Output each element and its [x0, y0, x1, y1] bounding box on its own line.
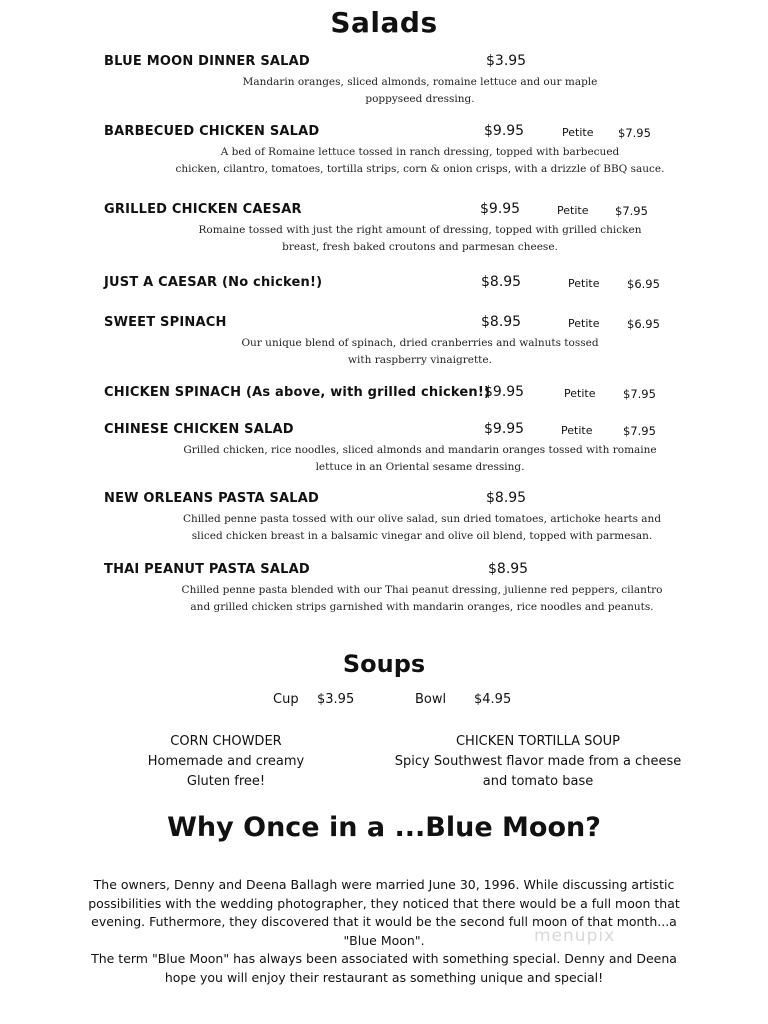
salad-description-line: poppyseed dressing.	[365, 93, 475, 105]
salad-description-line: breast, fresh baked croutons and parmesan cheese.	[282, 241, 558, 253]
salad-description-line: Grilled chicken, rice noodles, sliced almonds and mandarin oranges tossed with romaine	[183, 444, 657, 456]
story-line: hope you will enjoy their restaurant as something unique and special!	[164, 969, 604, 985]
cup-label: Cup	[273, 692, 299, 707]
story-line: The term "Blue Moon" has always been associated with something special. Denny and Deena	[91, 951, 677, 966]
petite-label: Petite	[568, 317, 600, 330]
soup-desc-line: Homemade and creamy	[147, 754, 305, 769]
soup-desc-line: and tomato base	[482, 774, 594, 789]
salad-description-line: Chilled penne pasta tossed with our olive salad, sun dried tomatoes, artichoke hearts and	[182, 513, 662, 525]
salad-description-line: and grilled chicken strips garnished with mandarin oranges, rice noodles and peanuts.	[190, 601, 654, 613]
soup-desc-line: Spicy Southwest flavor made from a cheese	[394, 754, 682, 769]
salad-description-line: A bed of Romaine lettuce tossed in ranch dressing, topped with barbecued	[220, 146, 620, 158]
salad-price: $8.95	[481, 274, 522, 290]
story-line: The owners, Denny and Deena Ballagh were married June 30, 1996. While discussing artistic	[93, 877, 675, 892]
salad-price: $9.95	[484, 123, 525, 139]
salad-price: $8.95	[486, 490, 527, 506]
soup-name: CORN CHOWDER	[170, 734, 282, 749]
petite-label: Petite	[568, 277, 600, 290]
salad-name: CHICKEN SPINACH (As above, with grilled chicken!)	[104, 385, 491, 400]
story-line: evening. Futhermore, they discovered that it would be the second full moon of that month...a	[91, 914, 677, 929]
salad-price: $9.95	[484, 421, 525, 437]
bowl-label: Bowl	[415, 692, 447, 707]
salad-name: JUST A CAESAR (No chicken!)	[104, 275, 323, 290]
salad-price: $9.95	[484, 384, 525, 400]
salad-price: $9.95	[480, 201, 521, 217]
salad-description-line: Mandarin oranges, sliced almonds, romaine lettuce and our maple	[242, 76, 598, 88]
salad-name: BLUE MOON DINNER SALAD	[104, 54, 310, 69]
petite-price: $6.95	[627, 277, 660, 291]
cup-price: $3.95	[317, 692, 355, 707]
petite-price: $7.95	[623, 387, 656, 401]
petite-price: $7.95	[618, 126, 651, 140]
petite-label: Petite	[562, 126, 594, 139]
soup-corn-chowder	[126, 732, 326, 792]
salad-name: CHINESE CHICKEN SALAD	[104, 422, 294, 437]
salad-description-line: sliced chicken breast in a balsamic vinegar and olive oil blend, topped with parmesan.	[191, 530, 653, 542]
salad-name: BARBECUED CHICKEN SALAD	[104, 124, 320, 139]
salad-description-line: Romaine tossed with just the right amount of dressing, topped with grilled chicken	[198, 224, 642, 236]
salad-description-line: with raspberry vinaigrette.	[348, 354, 492, 366]
story-line: "Blue Moon".	[343, 932, 425, 948]
soups-heading: Soups	[342, 650, 426, 678]
salad-price: $8.95	[488, 561, 529, 577]
story-heading: Why Once in a ...Blue Moon?	[167, 812, 601, 843]
salad-name: NEW ORLEANS PASTA SALAD	[104, 491, 320, 506]
salad-description-line: lettuce in an Oriental sesame dressing.	[315, 461, 525, 473]
petite-price: $7.95	[615, 204, 648, 218]
salad-name: SWEET SPINACH	[104, 315, 227, 330]
petite-label: Petite	[557, 204, 589, 217]
salad-price: $8.95	[481, 314, 522, 330]
salads-heading: Salads	[330, 6, 438, 39]
salad-description-line: Our unique blend of spinach, dried cranberries and walnuts tossed	[241, 337, 599, 349]
petite-price: $7.95	[623, 424, 656, 438]
soup-desc-line: Gluten free!	[186, 774, 266, 789]
soup-name: CHICKEN TORTILLA SOUP	[455, 734, 621, 749]
salad-name: THAI PEANUT PASTA SALAD	[104, 562, 310, 577]
salad-description-line: Chilled penne pasta blended with our Thai peanut dressing, julienne red peppers, cilantro	[181, 584, 663, 596]
soup-chicken-tortilla	[368, 732, 708, 792]
petite-label: Petite	[561, 424, 593, 437]
petite-label: Petite	[564, 387, 596, 400]
salad-name: GRILLED CHICKEN CAESAR	[104, 202, 302, 217]
story-paragraph	[20, 876, 748, 987]
salad-price: $3.95	[486, 53, 527, 69]
petite-price: $6.95	[627, 317, 660, 331]
story-line: possibilities with the wedding photographer, they noticed that there would be a full moon that	[88, 895, 680, 911]
watermark: menupix	[534, 926, 616, 946]
salad-description-line: chicken, cilantro, tomatoes, tortilla strips, corn & onion crisps, with a drizzle of BBQ sauce.	[175, 163, 665, 175]
bowl-price: $4.95	[474, 692, 512, 707]
